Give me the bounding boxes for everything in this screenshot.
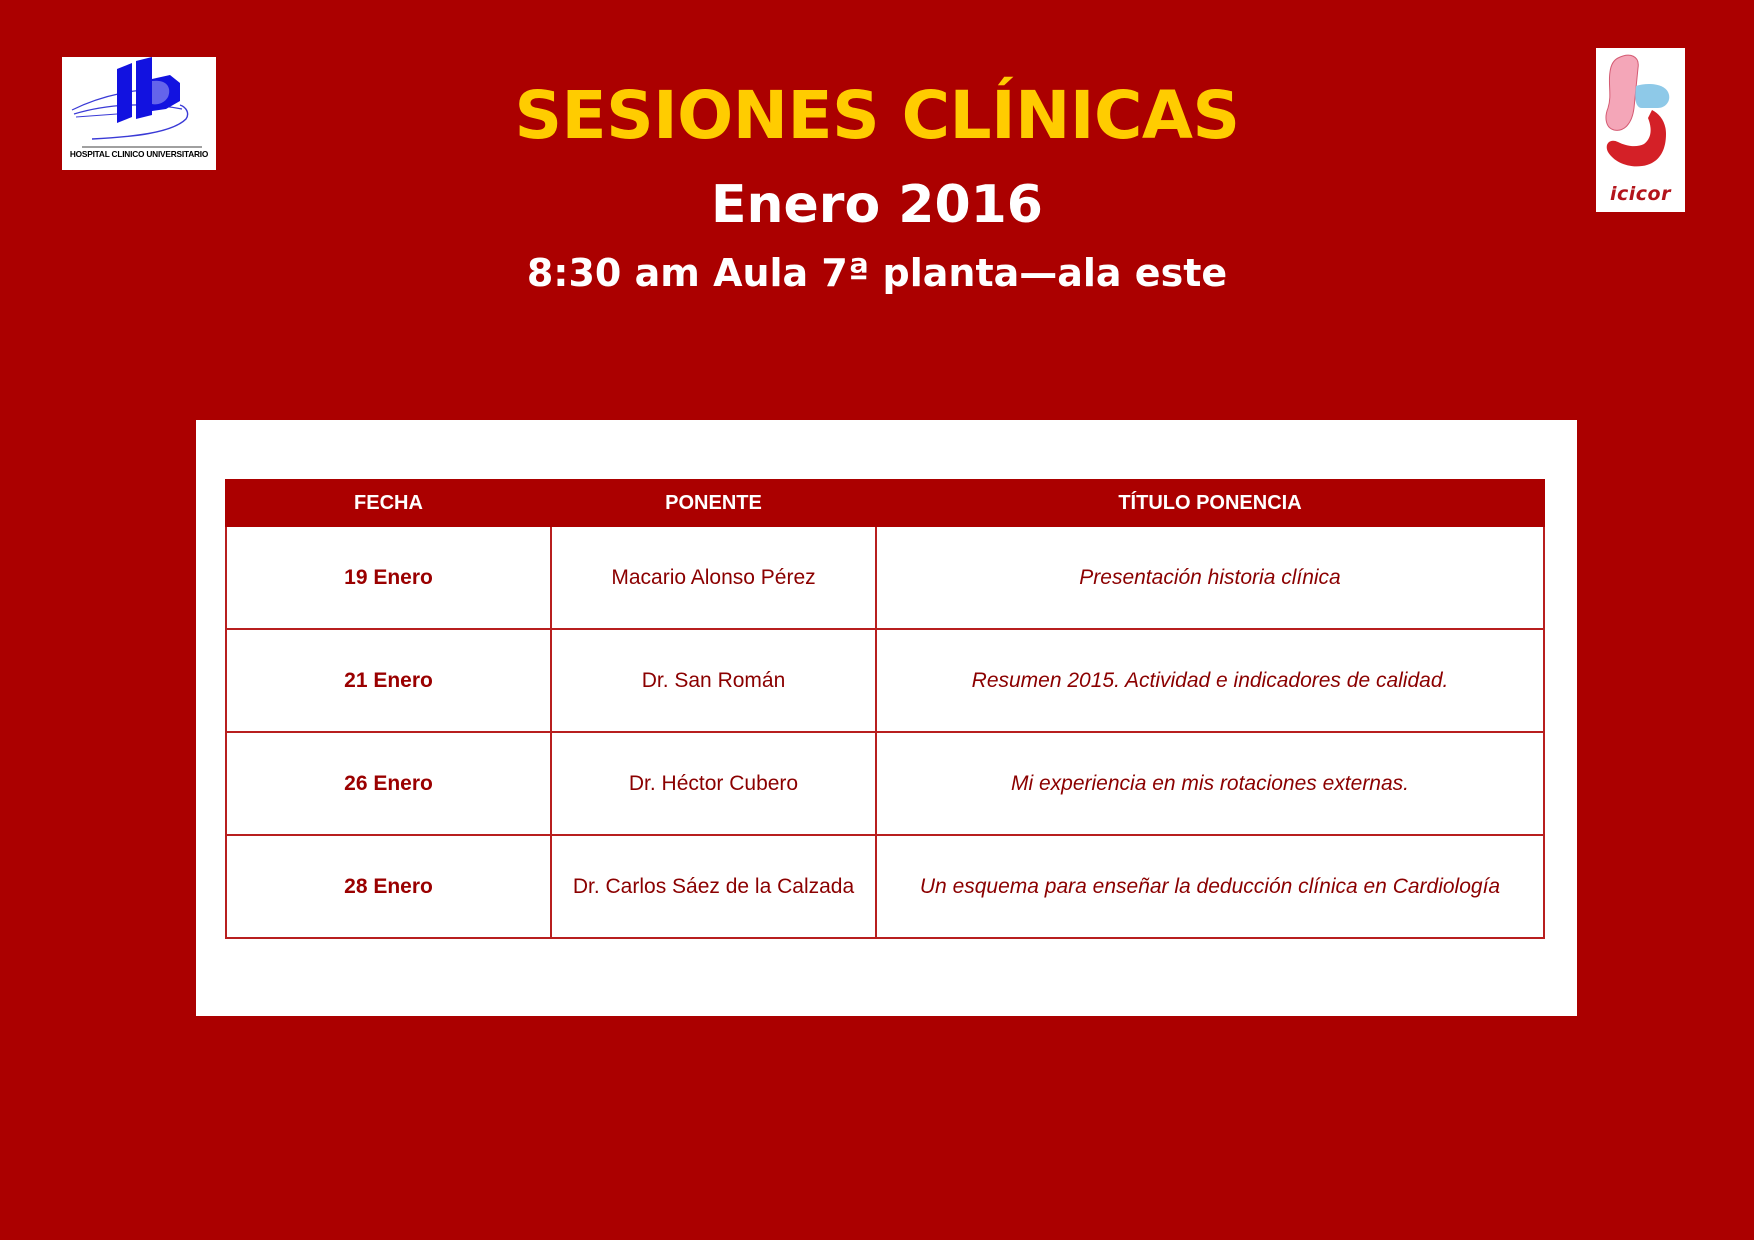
session-date: 21 Enero xyxy=(226,629,551,732)
session-location: 8:30 am Aula 7ª planta—ala este xyxy=(526,251,1228,295)
icicor-logo-word: icicor xyxy=(1610,183,1671,205)
session-title: Mi experiencia en mis rotaciones externas. xyxy=(876,732,1544,835)
table-row xyxy=(226,629,1544,732)
session-speaker: Dr. Héctor Cubero xyxy=(551,732,876,835)
page-subtitle: Enero 2016 xyxy=(710,175,1043,235)
session-title: Resumen 2015. Actividad e indicadores de calidad. xyxy=(876,629,1544,732)
table-row xyxy=(226,732,1544,835)
table-row xyxy=(226,835,1544,938)
session-title: Un esquema para enseñar la deducción clínica en Cardiología xyxy=(876,835,1544,938)
session-speaker: Macario Alonso Pérez xyxy=(551,526,876,629)
hospital-logo-caption: HOSPITAL CLINICO UNIVERSITARIO xyxy=(69,149,209,159)
session-date: 19 Enero xyxy=(226,526,551,629)
session-speaker: Dr. San Román xyxy=(551,629,876,732)
session-date: 28 Enero xyxy=(226,835,551,938)
table-header-row xyxy=(226,480,1544,526)
session-title: Presentación historia clínica xyxy=(876,526,1544,629)
session-date: 26 Enero xyxy=(226,732,551,835)
page-title: SESIONES CLÍNICAS xyxy=(514,77,1240,154)
header-title: TÍTULO PONENCIA xyxy=(876,480,1544,526)
schedule-panel xyxy=(196,420,1577,1016)
header-date: FECHA xyxy=(226,480,551,526)
header-speaker: PONENTE xyxy=(551,480,876,526)
table-row xyxy=(226,526,1544,629)
session-speaker: Dr. Carlos Sáez de la Calzada xyxy=(551,835,876,938)
sessions-table xyxy=(225,479,1545,939)
